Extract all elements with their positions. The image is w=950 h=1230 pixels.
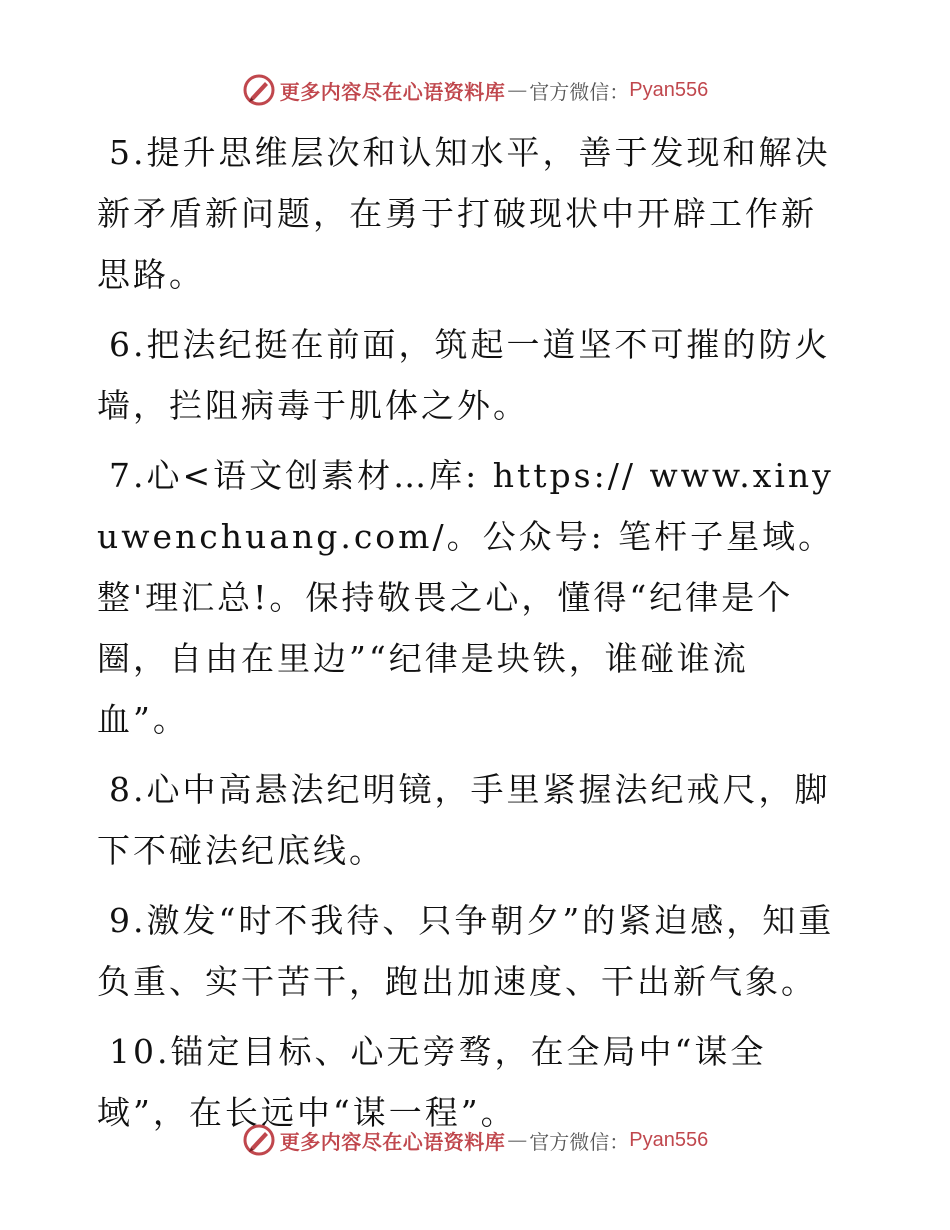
paragraph-number: 6. [109, 325, 147, 364]
paragraph-text: 激发“时不我待、只争朝夕”的紧迫感，知重负重、实干苦干，跑出加速度、干出新气象。 [97, 901, 835, 1001]
banner-wechat-id: Pyan556 [629, 78, 709, 101]
banner-wechat-label: 官方微信： [529, 79, 630, 104]
paragraph-text: 锚定目标、心无旁骛，在全局中“谋全域”，在长远中“谋一程”。 [97, 1032, 767, 1132]
document-body [97, 122, 837, 1152]
paragraph-text: 把法纪挺在前面，筑起一道坚不可摧的防火墙，拦阻病毒于肌体之外。 [97, 325, 831, 425]
paragraph-8 [97, 759, 837, 881]
paragraph-text: 心<语文创素材…库: https:// www.xinyuwenchuang.com/。公众号: 笔杆子星域。整'理汇总!。保持敬畏之心，懂得“纪律是个圈，自由在里边”“纪律是块铁，谁碰谁流血”。 [97, 456, 835, 739]
paragraph-text: 心中高悬法纪明镜，手里紧握法纪戒尺，脚下不碰法纪底线。 [97, 770, 831, 870]
header-banner [0, 70, 950, 110]
paragraph-7 [97, 445, 837, 750]
paragraph-5 [97, 122, 837, 305]
pen-logo-icon [242, 1123, 276, 1157]
pen-logo-icon [242, 73, 276, 107]
banner-separator: — [507, 78, 528, 102]
paragraph-9 [97, 890, 837, 1012]
banner-text: 更多内容尽在心语资料库 [279, 79, 506, 104]
paragraph-number: 10. [109, 1032, 171, 1071]
banner-wechat-id: Pyan556 [629, 1128, 709, 1151]
banner-text: 更多内容尽在心语资料库 [279, 1129, 506, 1154]
paragraph-number: 7. [109, 456, 147, 495]
footer-banner [0, 1120, 950, 1160]
banner-wechat-label: 官方微信： [529, 1129, 630, 1154]
paragraph-number: 5. [109, 133, 147, 172]
paragraph-number: 8. [109, 770, 147, 809]
paragraph-number: 9. [109, 901, 147, 940]
paragraph-6 [97, 314, 837, 436]
banner-separator: — [507, 1128, 528, 1152]
paragraph-text: 提升思维层次和认知水平，善于发现和解决新矛盾新问题，在勇于打破现状中开辟工作新思路。 [97, 133, 831, 294]
